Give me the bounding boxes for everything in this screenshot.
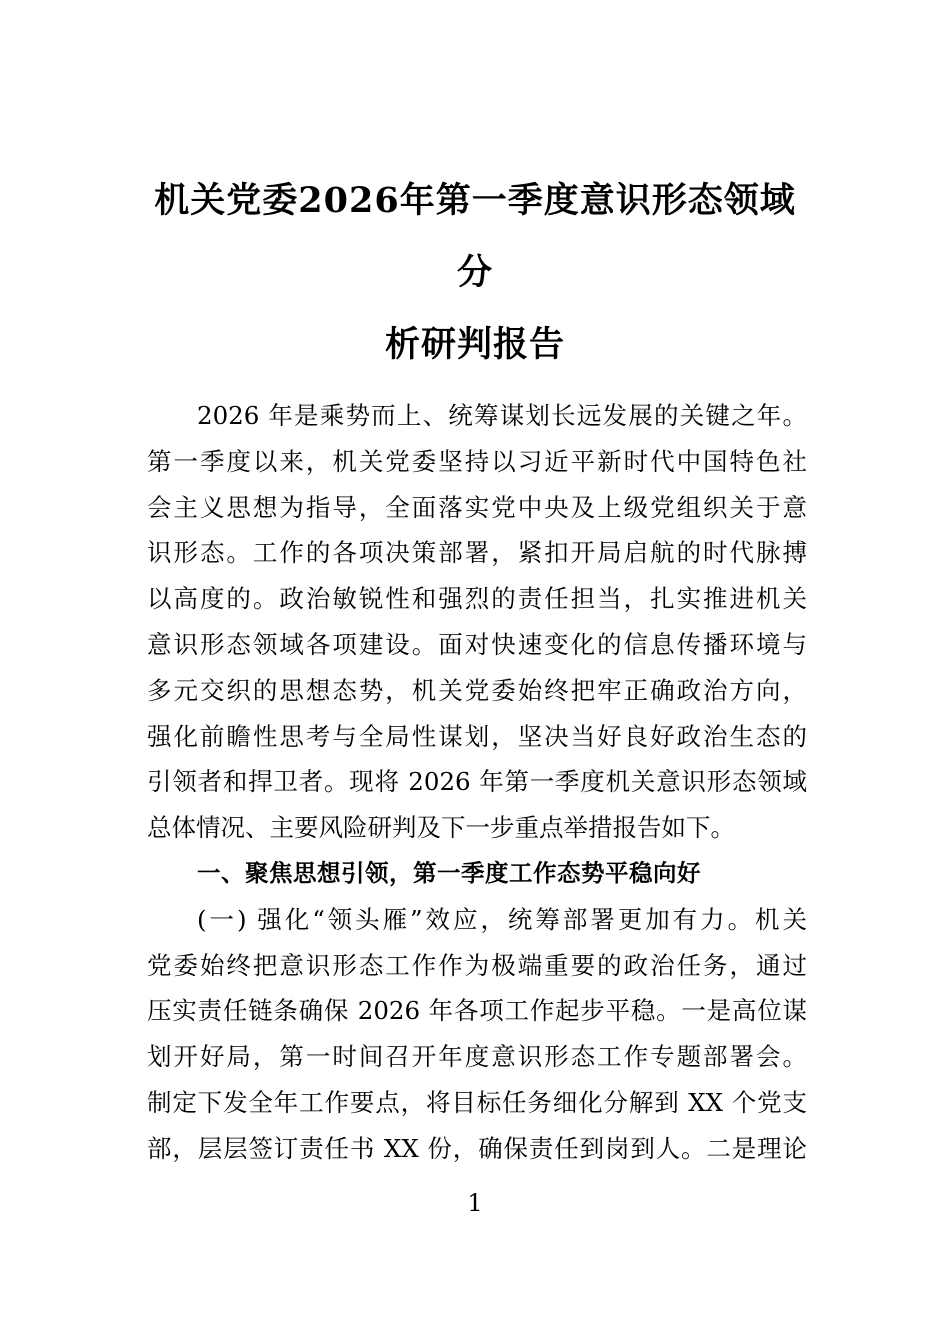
text-line: 压实责任链条确保 2026 年各项工作起步平稳。一是高位谋 bbox=[147, 996, 807, 1026]
title-line-2: 析研判报告 bbox=[384, 324, 565, 365]
text-line: 划开好局，第一时间召开年度意识形态工作专题部署会。 bbox=[147, 1042, 807, 1072]
paragraph-section-1-1 bbox=[147, 897, 807, 1172]
text-line: 党委始终把意识形态工作作为极端重要的政治任务，通过 bbox=[147, 950, 807, 980]
text-line: (一) 强化“领头雁”效应，统筹部署更加有力。机关 bbox=[197, 904, 807, 934]
text-line: 以高度的。政治敏锐性和强烈的责任担当，扎实推进机关 bbox=[147, 584, 807, 614]
text-line: 引领者和捍卫者。现将 2026 年第一季度机关意识形态领域 bbox=[147, 767, 807, 797]
text-line: 第一季度以来，机关党委坚持以习近平新时代中国特色社 bbox=[147, 446, 807, 476]
text-line: 制定下发全年工作要点，将目标任务细化分解到 XX 个党支 bbox=[147, 1087, 807, 1117]
text-line: 强化前瞻性思考与全局性谋划，坚决当好良好政治生态的 bbox=[147, 721, 807, 751]
page-number: 1 bbox=[467, 1189, 483, 1217]
text-line: 多元交织的思想态势，机关党委始终把牢正确政治方向， bbox=[147, 675, 807, 705]
document-title bbox=[145, 165, 805, 381]
title-line-1: 机关党委2026年第一季度意识形态领域分 bbox=[154, 180, 796, 293]
section-heading-1: 一、聚焦思想引领，第一季度工作态势平稳向好 bbox=[197, 858, 701, 887]
text-line: 会主义思想为指导，全面落实党中央及上级党组织关于意 bbox=[147, 492, 807, 522]
paragraph-intro bbox=[147, 393, 807, 851]
text-line: 2026 年是乘势而上、统筹谋划长远发展的关键之年。 bbox=[197, 401, 807, 430]
text-line: 总体情况、主要风险研判及下一步重点举措报告如下。 bbox=[147, 813, 735, 843]
text-line: 识形态。工作的各项决策部署，紧扣开局启航的时代脉搏 bbox=[147, 538, 807, 568]
text-line: 部，层层签订责任书 XX 份，确保责任到岗到人。二是理论 bbox=[147, 1133, 807, 1163]
document-body bbox=[147, 393, 807, 1172]
text-line: 意识形态领域各项建设。面对快速变化的信息传播环境与 bbox=[147, 629, 807, 659]
